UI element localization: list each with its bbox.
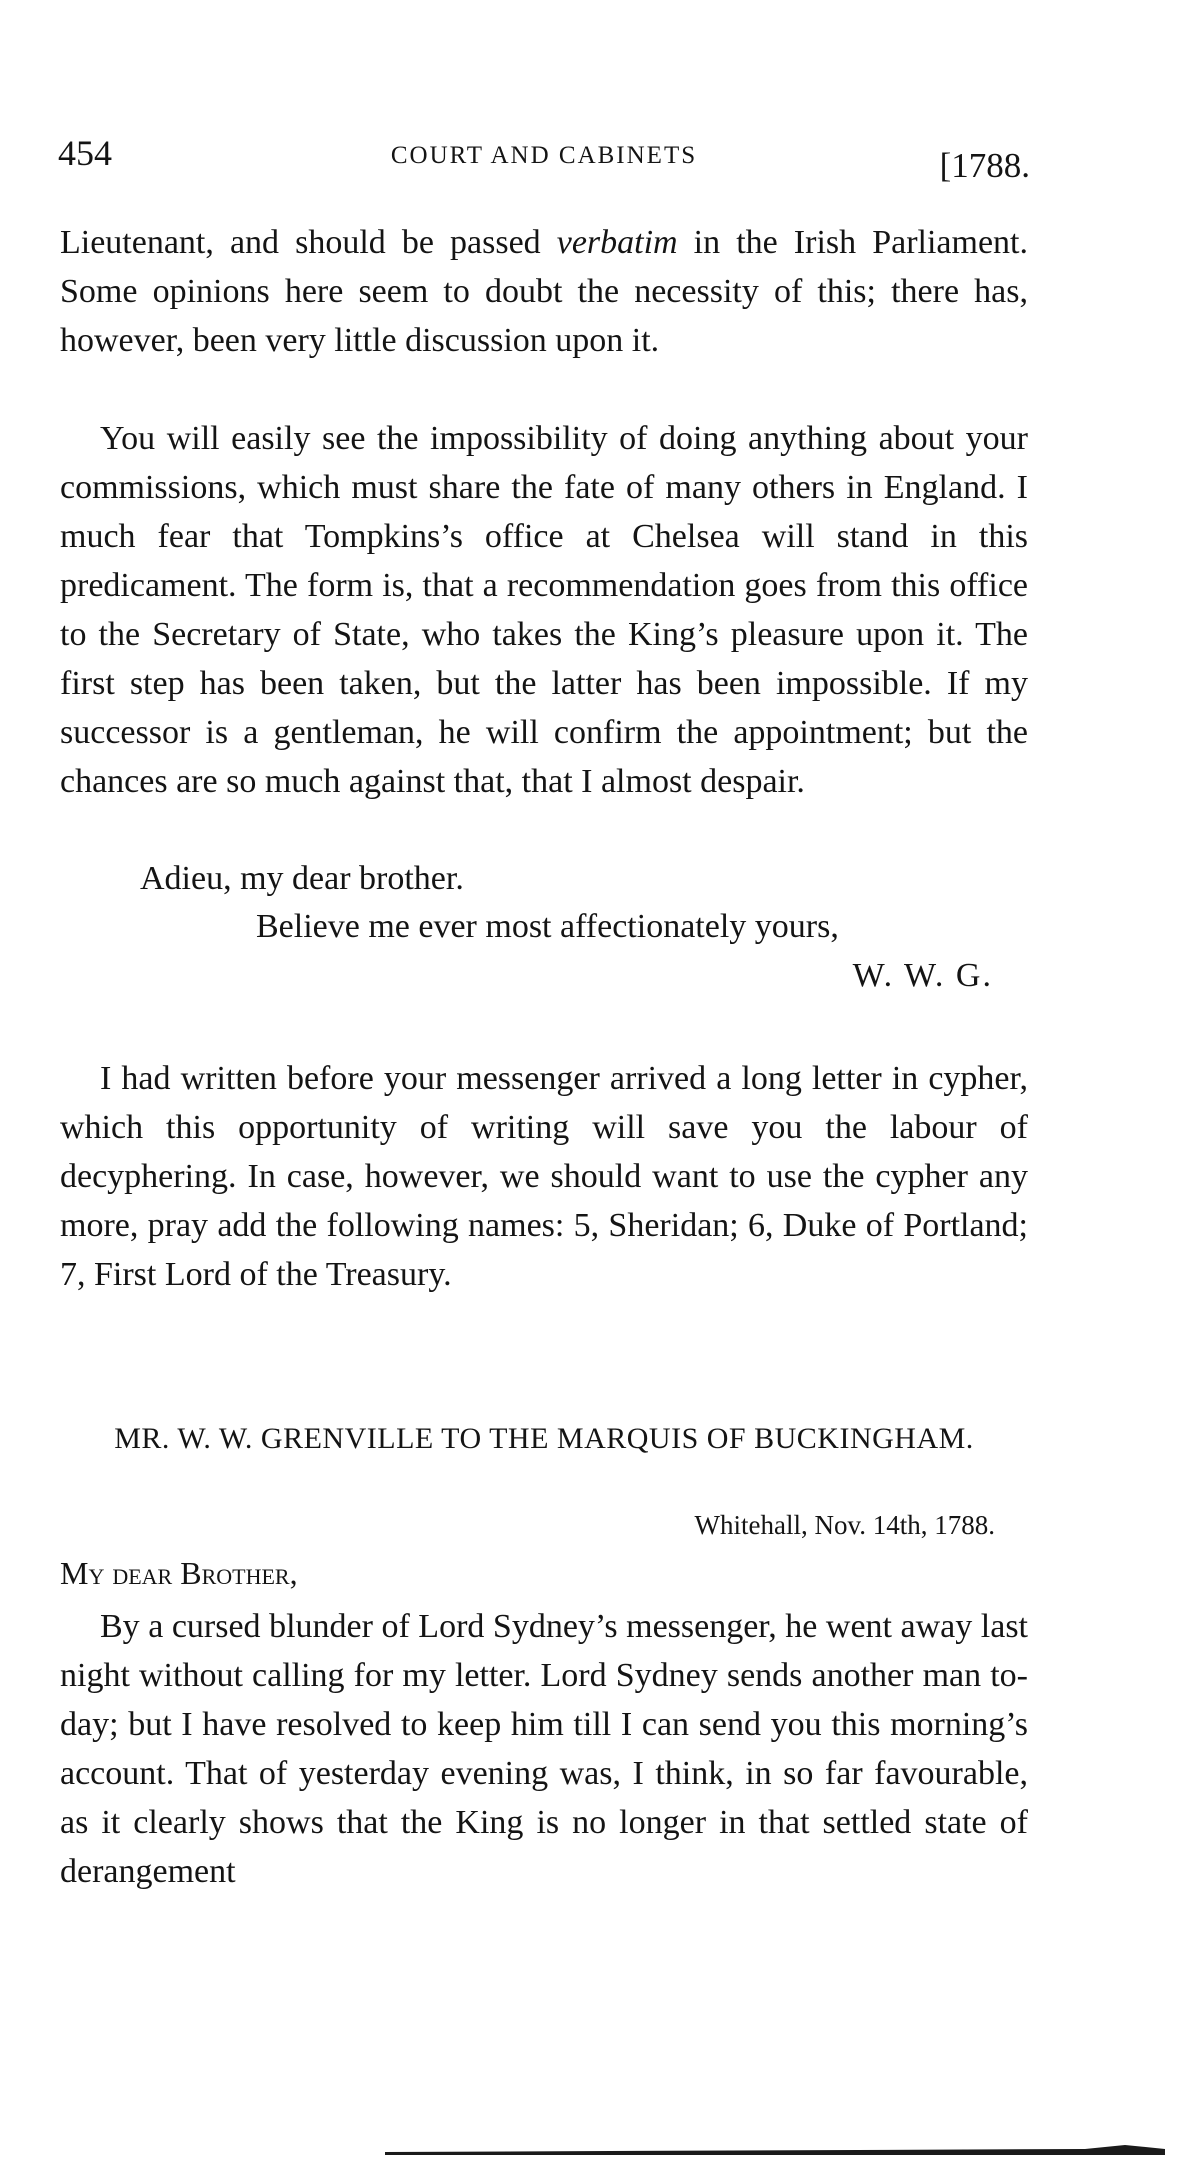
running-year: [1788. <box>939 146 1030 185</box>
verbatim-italic: verbatim <box>556 224 678 261</box>
running-title: COURT AND CABINETS <box>390 142 698 169</box>
page-bottom-rule <box>385 2145 1165 2155</box>
letter1-paragraph-1 <box>60 218 1028 365</box>
letter2-dateline: Whitehall, Nov. 14th, 1788. <box>694 1510 995 1540</box>
p1-text-end: in the Irish Parliament. Some opinions here seem to doubt the necessity of this; there has, however, been very little discussion upon it. <box>60 224 1028 359</box>
running-head <box>58 132 1030 185</box>
letter2-salutation: My dear Brother, <box>60 1555 298 1591</box>
letter1-adieu: Adieu, my dear brother. <box>140 860 464 897</box>
p1-text-start: Lieutenant, and should be passed <box>60 224 557 261</box>
letter2-paragraph-1: By a cursed blunder of Lord Sydney’s messenger, he went away last night without calling for my letter. Lord Sydney sends another man to-day; but I have resolved to keep him till I can send you this morning’s account. That of yesterday evening was, I think, in so far favourable, as it clearly shows that the King is no longer in that settled state of derangement <box>60 1608 1028 1890</box>
postscript-paragraph: I had written before your messenger arrived a long letter in cypher, which this opportunity of writing will save you the labour of decyphering. In case, however, we should want to use the cypher any more, pray add the following names: 5, Sheridan; 6, Duke of Portland; 7, First Lord of the Treasury. <box>60 1060 1028 1293</box>
letter1-signature: W. W. G. <box>852 957 993 994</box>
letter1-paragraph-2: You will easily see the impossibility of doing anything about your commissions, which must share the fate of many others in England. I much fear that Tompkins’s office at Chelsea will stand in this predicament. The form is, that a recommendation goes from this office to the Secretary of State, who takes the King’s pleasure upon it. The first step has been taken, but the latter has been impossible. If my successor is a gentleman, he will confirm the appointment; but the chances are so much against that, that I almost despair. <box>60 420 1028 800</box>
page-number: 454 <box>58 133 112 173</box>
letter1-closing: Believe me ever most affectionately yours, <box>256 908 839 945</box>
letter2-heading: MR. W. W. GRENVILLE TO THE MARQUIS OF BUCKINGHAM. <box>114 1422 974 1455</box>
